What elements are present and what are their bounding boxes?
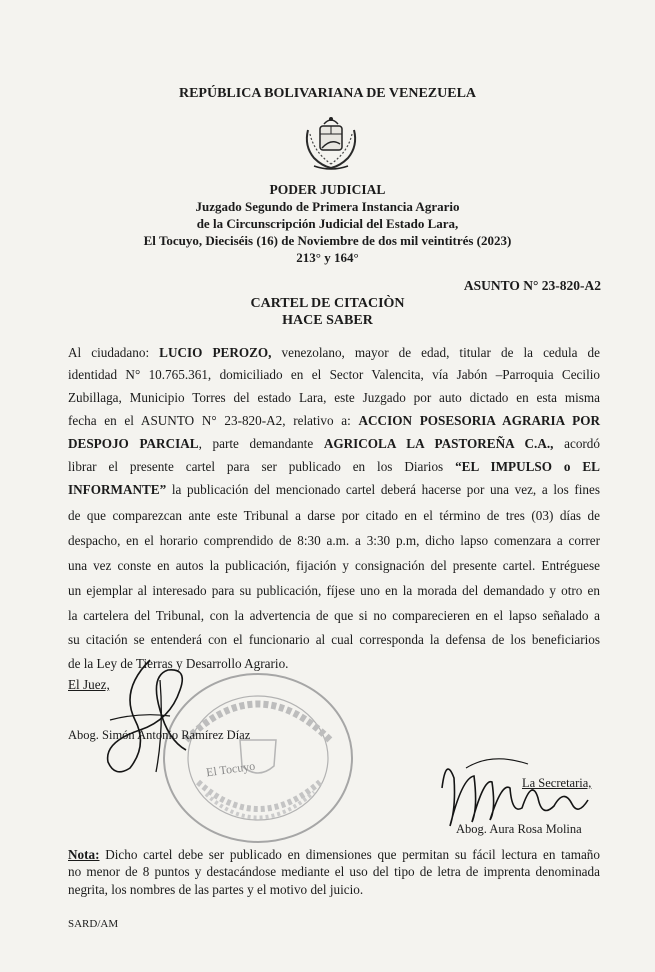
body-line-5: DESPOJO PARCIAL, parte demandante AGRICOLA LA PASTOREÑA C.A., acordó [68, 436, 600, 451]
body-line-12: la cartelera del Tribunal, con la advertencia de que si no comparecieren en el lapso señalado a [68, 608, 600, 623]
secretary-label: La Secretaria, [522, 776, 592, 790]
note-line-2: no menor de 8 puntos y destacándose mediante el uso del tipo de letra de imprenta denominada [68, 864, 600, 879]
coat-of-arms-icon [300, 112, 362, 174]
document-title: CARTEL DE CITACIÒN [250, 296, 405, 311]
body-line-6: librar el presente cartel para ser publicado en los Diarios “EL IMPULSO o EL [68, 459, 600, 474]
stamp-city: El Tocuyo [205, 758, 256, 780]
body-line-11: un ejemplar al interesado para su publicación, fíjese uno en la morada del demandado y otro en [68, 583, 600, 598]
body-line-2: identidad N° 10.765.361, domiciliado en el Sector Valencita, vía Jabón –Parroquia Cecilio [68, 367, 600, 382]
case-number: ASUNTO N° 23-820-A2 [463, 278, 601, 293]
body-line-14: de la Ley de Tierras y Desarrollo Agrario. [68, 656, 289, 671]
body-line-13: su citación se entenderá con el funcionario al cual corresponda la defensa de los beneficiarios [68, 632, 600, 647]
body-line-10: una vez conste en autos la publicación, fijación y consignación del presente cartel. Entréguese [68, 558, 600, 573]
judge-label: El Juez, [68, 677, 110, 692]
secretary-name: Abog. Aura Rosa Molina [456, 822, 582, 836]
body-line-3: Zubillaga, Municipio Torres del estado Lara, este Juzgado por auto dictado en esta misma [68, 390, 600, 405]
body-line-8: de que comparezcan ante este Tribunal a darse por citado en el término de tres (03) días de [68, 508, 600, 523]
footer-initials: SARD/AM [68, 918, 119, 930]
note-line-3: negrita, los nombres de las partes y el motivo del juicio. [68, 882, 364, 897]
judge-name: Abog. Simón Antonio Ramírez Díaz [68, 728, 251, 742]
circuit-name: de la Circunscripción Judicial del Estado Lara, [196, 216, 459, 231]
body-line-4: fecha en el ASUNTO N° 23-820-A2, relativo a: ACCION POSESORIA AGRARIA POR [68, 413, 600, 428]
document-subtitle: HACE SABER [282, 313, 373, 328]
body-line-7: INFORMANTE” la publicación del mencionado cartel deberá hacerse por una vez, a los fines [68, 482, 600, 497]
republic-heading: REPÚBLICA BOLIVARIANA DE VENEZUELA [178, 86, 477, 101]
date-line: El Tocuyo, Dieciséis (16) de Noviembre de dos mil veintitrés (2023) [143, 233, 512, 248]
body-line-9: despacho, en el horario comprendido de 8:30 a.m. a 3:30 p.m, dicho lapso comenzara a correr [68, 533, 600, 548]
body-line-1: Al ciudadano: LUCIO PEROZO, venezolano, mayor de edad, titular de la cedula de [68, 345, 600, 360]
note-line-1: Nota: Dicho cartel debe ser publicado en dimensiones que permitan su fácil lectura en tamaño [68, 847, 600, 862]
years-line: 213° y 164° [296, 250, 359, 265]
court-name: Juzgado Segundo de Primera Instancia Agrario [195, 199, 460, 214]
judge-signature-icon [90, 650, 200, 780]
branch-heading: PODER JUDICIAL [269, 182, 386, 197]
